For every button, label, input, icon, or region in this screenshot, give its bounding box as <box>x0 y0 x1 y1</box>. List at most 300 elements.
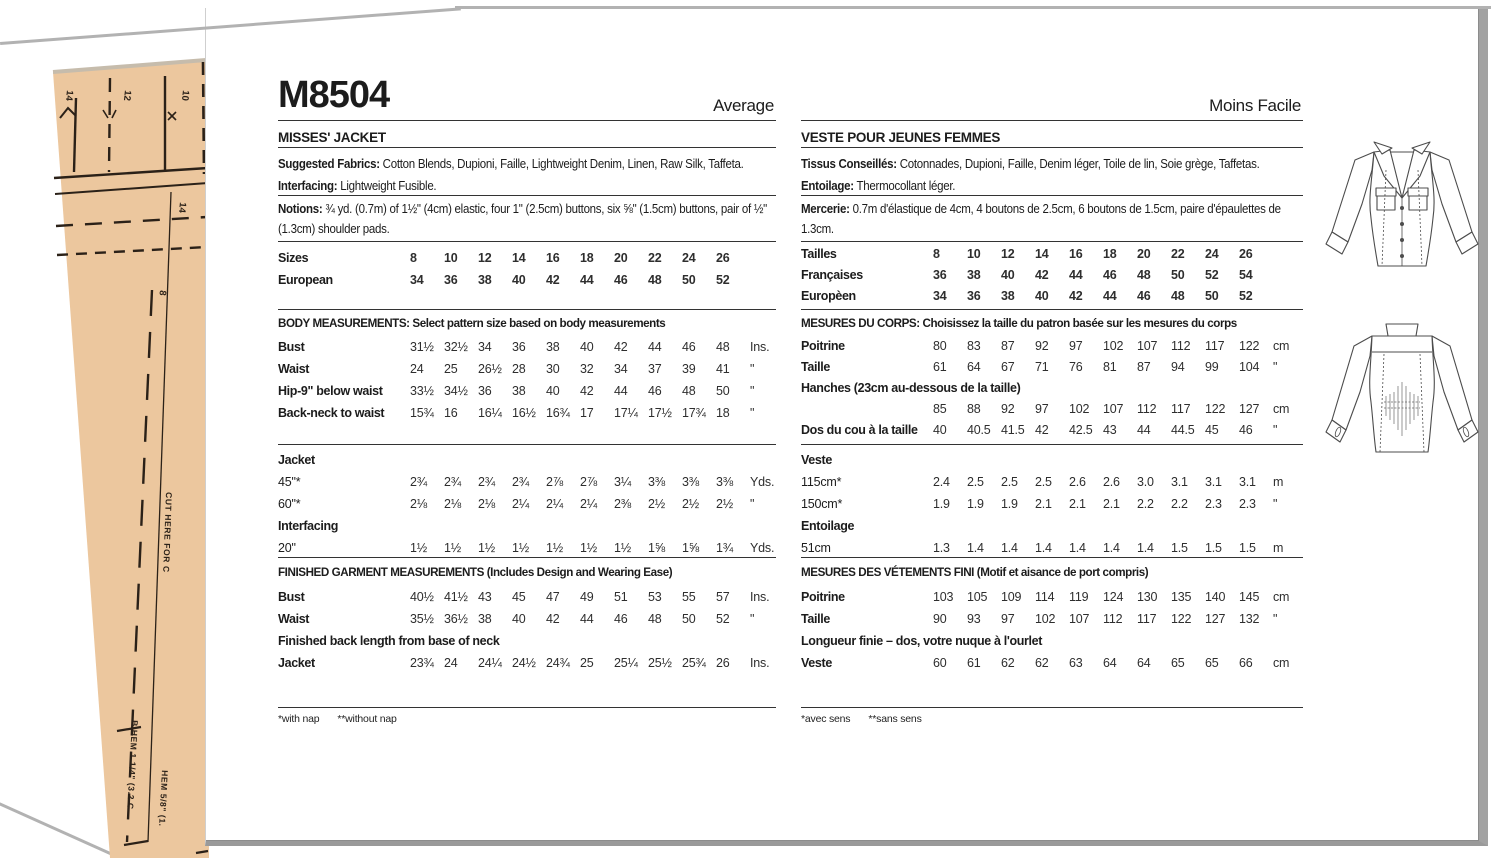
row-value: 2½ <box>648 497 665 511</box>
row-label: Entoilage <box>801 519 855 533</box>
row-label: Europèen <box>801 289 856 303</box>
row-value: 1.4 <box>1035 541 1052 555</box>
divider <box>801 195 1303 196</box>
divider <box>801 707 1303 708</box>
row-value: 67 <box>1001 360 1015 374</box>
row-value: 42 <box>1069 289 1083 303</box>
table-row <box>801 537 1303 559</box>
row-value: 76 <box>1069 360 1083 374</box>
row-value: 1.9 <box>967 497 984 511</box>
table-row <box>801 244 1303 265</box>
row-value: 117 <box>1137 612 1157 626</box>
row-value: 48 <box>716 340 730 354</box>
row-label: Finished back length from base of neck <box>278 634 500 648</box>
row-label: Taille <box>801 612 830 626</box>
row-value: 41.5 <box>1001 423 1025 437</box>
row-value: 2¼ <box>512 497 529 511</box>
row-value: 2⅛ <box>444 497 461 511</box>
table-row <box>801 608 1303 630</box>
row-value: 1½ <box>546 541 563 555</box>
row-value: 41 <box>716 362 730 376</box>
row-value: 122 <box>1171 612 1192 626</box>
row-value: 42 <box>546 273 560 287</box>
row-value: 119 <box>1069 590 1089 604</box>
row-value: 50 <box>1171 268 1185 282</box>
tissue-pattern <box>40 52 216 858</box>
row-value: 47 <box>546 590 560 604</box>
row-value: 20 <box>614 251 628 265</box>
interfacing-note-fr: Entoilage: Thermocollant léger. <box>801 179 956 193</box>
row-value: 25 <box>444 362 458 376</box>
row-value: 16¾ <box>546 406 570 420</box>
row-value: 42.5 <box>1069 423 1093 437</box>
row-label: 51cm <box>801 541 831 555</box>
row-value: 48 <box>682 384 696 398</box>
row-value: 145 <box>1239 590 1260 604</box>
row-value: 38 <box>478 612 492 626</box>
row-value: 44 <box>580 612 594 626</box>
row-value: 40 <box>1001 268 1015 282</box>
row-value: 1½ <box>512 541 529 555</box>
divider <box>278 444 776 445</box>
table-row <box>278 402 776 424</box>
row-value: 42 <box>614 340 628 354</box>
row-value: 2.4 <box>933 475 950 489</box>
row-value: 44 <box>648 340 662 354</box>
row-value: 24 <box>1205 247 1219 261</box>
row-value: 46 <box>1137 289 1151 303</box>
row-value: 39 <box>682 362 696 376</box>
row-value: 1.5 <box>1239 541 1256 555</box>
row-value: 52 <box>1239 289 1253 303</box>
row-value: 48 <box>648 273 662 287</box>
interfacing-note-en: Interfacing: Lightweight Fusible. <box>278 179 437 193</box>
row-value: 46 <box>1239 423 1253 437</box>
divider <box>278 120 776 121</box>
row-value: 24½ <box>512 656 536 670</box>
row-value: 3¼ <box>614 475 631 489</box>
row-value: 2.3 <box>1239 497 1256 511</box>
row-value: 87 <box>1001 339 1015 353</box>
tissue-cut-here-text: CUT HERE FOR C <box>161 491 174 573</box>
row-value: 34 <box>614 362 628 376</box>
nap-footnote-fr: *avec sens **sans sens <box>801 713 922 725</box>
row-value: 32 <box>580 362 594 376</box>
divider <box>801 557 1303 558</box>
row-value: 57 <box>716 590 730 604</box>
row-value: 135 <box>1171 590 1192 604</box>
row-unit: Yds. <box>750 475 775 489</box>
row-value: 14 <box>1035 247 1049 261</box>
sizes-table-en <box>278 247 776 291</box>
table-row <box>278 630 776 652</box>
row-value: 93 <box>967 612 981 626</box>
row-value: 24¾ <box>546 656 570 670</box>
row-value: 28 <box>512 362 526 376</box>
row-value: 46 <box>682 340 696 354</box>
row-label: European <box>278 273 333 287</box>
nap-footnote-en: *with nap **without nap <box>278 713 397 725</box>
row-value: 15¾ <box>410 406 434 420</box>
row-value: 63 <box>1069 656 1083 670</box>
body-measurements-header-en: BODY MEASUREMENTS: Select pattern size based on body measurements <box>278 316 666 330</box>
row-value: 53 <box>648 590 662 604</box>
row-value: 40 <box>1035 289 1049 303</box>
row-unit: m <box>1273 475 1284 489</box>
row-value: 24 <box>444 656 458 670</box>
row-value: 140 <box>1205 590 1226 604</box>
row-value: 46 <box>648 384 662 398</box>
row-value: 40 <box>580 340 594 354</box>
row-value: 107 <box>1069 612 1090 626</box>
row-value: 34 <box>478 340 492 354</box>
row-value: 2.6 <box>1069 475 1086 489</box>
row-value: 1.9 <box>1001 497 1018 511</box>
row-value: 127 <box>1239 402 1260 416</box>
row-value: 3.1 <box>1171 475 1188 489</box>
row-label: Taille <box>801 360 830 374</box>
row-value: 22 <box>648 251 662 265</box>
row-value: 2⅛ <box>478 497 495 511</box>
row-label: Poitrine <box>801 339 845 353</box>
row-unit: " <box>750 612 755 626</box>
row-value: 1½ <box>614 541 631 555</box>
row-value: 17 <box>580 406 594 420</box>
row-value: 2.1 <box>1103 497 1120 511</box>
row-value: 40 <box>546 384 560 398</box>
row-value: 46 <box>1103 268 1117 282</box>
row-value: 132 <box>1239 612 1260 626</box>
row-unit: " <box>1273 612 1278 626</box>
tissue-size-12: 12 <box>120 89 133 102</box>
table-row <box>801 449 1303 471</box>
row-value: 62 <box>1001 656 1015 670</box>
row-value: 16 <box>546 251 560 265</box>
table-row <box>278 449 776 471</box>
suggested-fabrics-en: Suggested Fabrics: Cotton Blends, Dupioni, Faille, Lightweight Denim, Linen, Raw Silk, Taffeta. <box>278 157 744 171</box>
row-value: 26½ <box>478 362 502 376</box>
row-value: 97 <box>1035 402 1049 416</box>
row-value: 92 <box>1001 402 1015 416</box>
table-row <box>801 399 1303 420</box>
row-value: 2.5 <box>1001 475 1018 489</box>
finished-garment-header-en: FINISHED GARMENT MEASUREMENTS (Includes Design and Wearing Ease) <box>278 565 673 579</box>
row-value: 102 <box>1035 612 1056 626</box>
row-value: 17¼ <box>614 406 638 420</box>
row-unit: Yds. <box>750 541 775 555</box>
row-value: 18 <box>580 251 594 265</box>
row-value: 26 <box>1239 247 1253 261</box>
row-value: 36½ <box>444 612 468 626</box>
finished-garment-table-fr <box>801 586 1303 674</box>
row-value: 14 <box>512 251 526 265</box>
difficulty-rating-en: Average <box>713 96 774 115</box>
row-value: 61 <box>967 656 981 670</box>
row-value: 8 <box>410 251 417 265</box>
row-value: 130 <box>1137 590 1158 604</box>
row-value: 52 <box>1205 268 1219 282</box>
row-value: 8 <box>933 247 940 261</box>
row-value: 32½ <box>444 340 468 354</box>
notions-en: Notions: ¾ yd. (0.7m) of 1½" (4cm) elastic, four 1" (2.5cm) buttons, six ⅝" (1.5cm) buttons, pair of ½" (1.3cm) shoulder pads. <box>278 202 767 236</box>
divider <box>278 309 776 310</box>
row-value: 2.2 <box>1171 497 1188 511</box>
row-value: 24 <box>410 362 424 376</box>
row-value: 99 <box>1205 360 1219 374</box>
row-value: 36 <box>478 384 492 398</box>
row-value: 2.5 <box>1035 475 1052 489</box>
row-value: 112 <box>1171 339 1191 353</box>
row-value: 52 <box>716 273 730 287</box>
row-value: 34 <box>933 289 947 303</box>
row-label: Françaises <box>801 268 863 282</box>
row-value: 50 <box>716 384 730 398</box>
row-value: 41½ <box>444 590 468 604</box>
row-value: 42 <box>546 612 560 626</box>
divider <box>278 147 776 148</box>
row-value: 1.4 <box>1069 541 1086 555</box>
row-label: Jacket <box>278 453 315 467</box>
row-value: 112 <box>1137 402 1157 416</box>
row-unit: " <box>750 406 755 420</box>
row-value: 48 <box>1137 268 1151 282</box>
row-label: Veste <box>801 656 832 670</box>
jacket-back-illustration <box>1324 316 1480 468</box>
row-unit: cm <box>1273 590 1290 604</box>
row-value: 25 <box>580 656 594 670</box>
row-value: 36 <box>512 340 526 354</box>
row-value: 1.4 <box>967 541 984 555</box>
row-value: 54 <box>1239 268 1253 282</box>
table-row <box>278 471 776 493</box>
row-value: 2⅜ <box>614 497 631 511</box>
row-value: 50 <box>1205 289 1219 303</box>
table-row <box>801 515 1303 537</box>
row-value: 46 <box>614 612 628 626</box>
row-value: 36 <box>933 268 947 282</box>
envelope-back <box>205 8 1488 846</box>
row-value: 97 <box>1069 339 1083 353</box>
row-value: 1⅝ <box>648 541 665 555</box>
table-row <box>278 493 776 515</box>
row-value: 44 <box>1069 268 1083 282</box>
row-value: 46 <box>614 273 628 287</box>
divider <box>278 707 776 708</box>
row-value: 3⅜ <box>648 475 665 489</box>
row-value: 2½ <box>716 497 733 511</box>
row-value: 2⅞ <box>580 475 597 489</box>
divider <box>278 557 776 558</box>
row-value: 1.4 <box>1137 541 1154 555</box>
row-value: 2¼ <box>580 497 597 511</box>
row-label: 115cm* <box>801 475 842 489</box>
row-value: 20 <box>1137 247 1151 261</box>
table-row <box>278 537 776 559</box>
row-value: 117 <box>1171 402 1191 416</box>
finished-garment-header-fr: MESURES DES VÉTEMENTS FINI (Motif et aisance de port compris) <box>801 565 1149 579</box>
garment-title-fr: VESTE POUR JEUNES FEMMES <box>801 130 1001 145</box>
row-label: Dos du cou à la taille <box>801 423 918 437</box>
row-value: 92 <box>1035 339 1049 353</box>
row-value: 10 <box>444 251 458 265</box>
row-value: 44 <box>1137 423 1151 437</box>
row-label: 150cm* <box>801 497 843 511</box>
row-value: 35½ <box>410 612 434 626</box>
row-value: 16 <box>1069 247 1083 261</box>
table-row <box>801 420 1303 441</box>
row-label: Tailles <box>801 247 837 261</box>
row-value: 44 <box>1103 289 1117 303</box>
row-value: 66 <box>1239 656 1253 670</box>
yardage-table-en <box>278 449 776 559</box>
table-row <box>278 247 776 269</box>
row-value: 109 <box>1001 590 1022 604</box>
row-unit: Ins. <box>750 590 770 604</box>
row-value: 16 <box>444 406 458 420</box>
notions-fr: Mercerie: 0.7m d'élastique de 4cm, 4 boutons de 2.5cm, 6 boutons de 1.5cm, paire d'épaulettes de 1.3cm. <box>801 202 1281 236</box>
row-label: Hanches (23cm au-dessous de la taille) <box>801 381 1021 395</box>
divider <box>801 147 1303 148</box>
row-value: 2¾ <box>410 475 427 489</box>
row-value: 87 <box>1137 360 1151 374</box>
row-value: 2.3 <box>1205 497 1222 511</box>
row-value: 36 <box>967 289 981 303</box>
row-label: Bust <box>278 590 305 604</box>
row-value: 40 <box>933 423 947 437</box>
row-label: 45"* <box>278 475 301 489</box>
tissue-hem-text: HEM 5/8" (1. <box>157 769 170 827</box>
row-value: 88 <box>967 402 981 416</box>
row-value: 38 <box>546 340 560 354</box>
row-unit: cm <box>1273 656 1290 670</box>
row-value: 40 <box>512 273 526 287</box>
envelope-top-edge <box>455 6 1491 9</box>
row-label: Back-neck to waist <box>278 406 385 420</box>
row-label: Waist <box>278 362 310 376</box>
row-label: Poitrine <box>801 590 845 604</box>
row-value: 42 <box>1035 268 1049 282</box>
row-label: Sizes <box>278 251 309 265</box>
row-value: 17¾ <box>682 406 706 420</box>
row-value: 40.5 <box>967 423 991 437</box>
row-value: 16¼ <box>478 406 502 420</box>
row-value: 1½ <box>478 541 495 555</box>
row-unit: " <box>1273 360 1278 374</box>
row-value: 18 <box>1103 247 1117 261</box>
row-unit: " <box>750 362 755 376</box>
row-value: 2.1 <box>1069 497 1086 511</box>
divider <box>278 195 776 196</box>
row-value: 1⅝ <box>682 541 699 555</box>
row-value: 124 <box>1103 590 1124 604</box>
row-value: 85 <box>933 402 947 416</box>
row-value: 65 <box>1205 656 1219 670</box>
row-value: 64 <box>1137 656 1151 670</box>
row-value: 2⅛ <box>410 497 427 511</box>
row-value: 102 <box>1103 339 1124 353</box>
row-value: 114 <box>1035 590 1055 604</box>
row-value: 61 <box>933 360 947 374</box>
row-unit: cm <box>1273 402 1290 416</box>
row-value: 42 <box>1035 423 1049 437</box>
row-value: 26 <box>716 656 730 670</box>
row-value: 25¼ <box>614 656 638 670</box>
table-row <box>278 608 776 630</box>
row-value: 44 <box>580 273 594 287</box>
table-row <box>801 471 1303 493</box>
suggested-fabrics-fr: Tissus Conseillés: Cotonnades, Dupioni, Faille, Denim léger, Toile de lin, Soie grège, Taffetas. <box>801 157 1260 171</box>
row-value: 34 <box>410 273 424 287</box>
row-value: 37 <box>648 362 662 376</box>
row-value: 1.4 <box>1001 541 1018 555</box>
row-unit: " <box>750 497 755 511</box>
table-row <box>278 380 776 402</box>
row-value: 45 <box>1205 423 1219 437</box>
row-value: 44 <box>614 384 628 398</box>
row-value: 102 <box>1069 402 1090 416</box>
row-value: 90 <box>933 612 947 626</box>
row-value: 48 <box>648 612 662 626</box>
row-unit: cm <box>1273 339 1290 353</box>
row-value: 22 <box>1171 247 1185 261</box>
row-value: 65 <box>1171 656 1185 670</box>
row-value: 2.6 <box>1103 475 1120 489</box>
row-value: 3.1 <box>1239 475 1256 489</box>
row-value: 1¾ <box>716 541 733 555</box>
row-value: 44.5 <box>1171 423 1195 437</box>
row-value: 42 <box>580 384 594 398</box>
row-value: 71 <box>1035 360 1049 374</box>
row-value: 16½ <box>512 406 536 420</box>
tissue-hem-b-text: B HEM 1 1/4" (3.2 C <box>125 719 140 810</box>
row-value: 30 <box>546 362 560 376</box>
row-unit: " <box>1273 497 1278 511</box>
tissue-size-10: 10 <box>178 89 191 102</box>
table-row <box>278 515 776 537</box>
divider <box>278 241 776 242</box>
row-label: Jacket <box>278 656 315 670</box>
row-value: 2¾ <box>512 475 529 489</box>
row-value: 45 <box>512 590 526 604</box>
row-value: 2¼ <box>546 497 563 511</box>
row-value: 2.2 <box>1137 497 1154 511</box>
row-value: 10 <box>967 247 981 261</box>
divider <box>801 241 1303 242</box>
row-value: 122 <box>1239 339 1260 353</box>
row-value: 62 <box>1035 656 1049 670</box>
row-value: 3⅜ <box>716 475 733 489</box>
row-value: 1.5 <box>1205 541 1222 555</box>
row-label: 60"* <box>278 497 301 511</box>
table-row <box>801 357 1303 378</box>
row-value: 50 <box>682 273 696 287</box>
pattern-number: M8504 <box>278 74 390 116</box>
row-value: 40 <box>512 612 526 626</box>
table-row <box>278 336 776 358</box>
row-value: 43 <box>1103 423 1117 437</box>
row-unit: " <box>750 384 755 398</box>
row-value: 104 <box>1239 360 1260 374</box>
row-value: 60 <box>933 656 947 670</box>
yardage-table-fr <box>801 449 1303 559</box>
table-row <box>801 493 1303 515</box>
row-label: 20" <box>278 541 296 555</box>
row-value: 1.9 <box>933 497 950 511</box>
row-value: 122 <box>1205 402 1226 416</box>
row-value: 24 <box>682 251 696 265</box>
row-value: 1.5 <box>1171 541 1188 555</box>
row-value: 1½ <box>444 541 461 555</box>
